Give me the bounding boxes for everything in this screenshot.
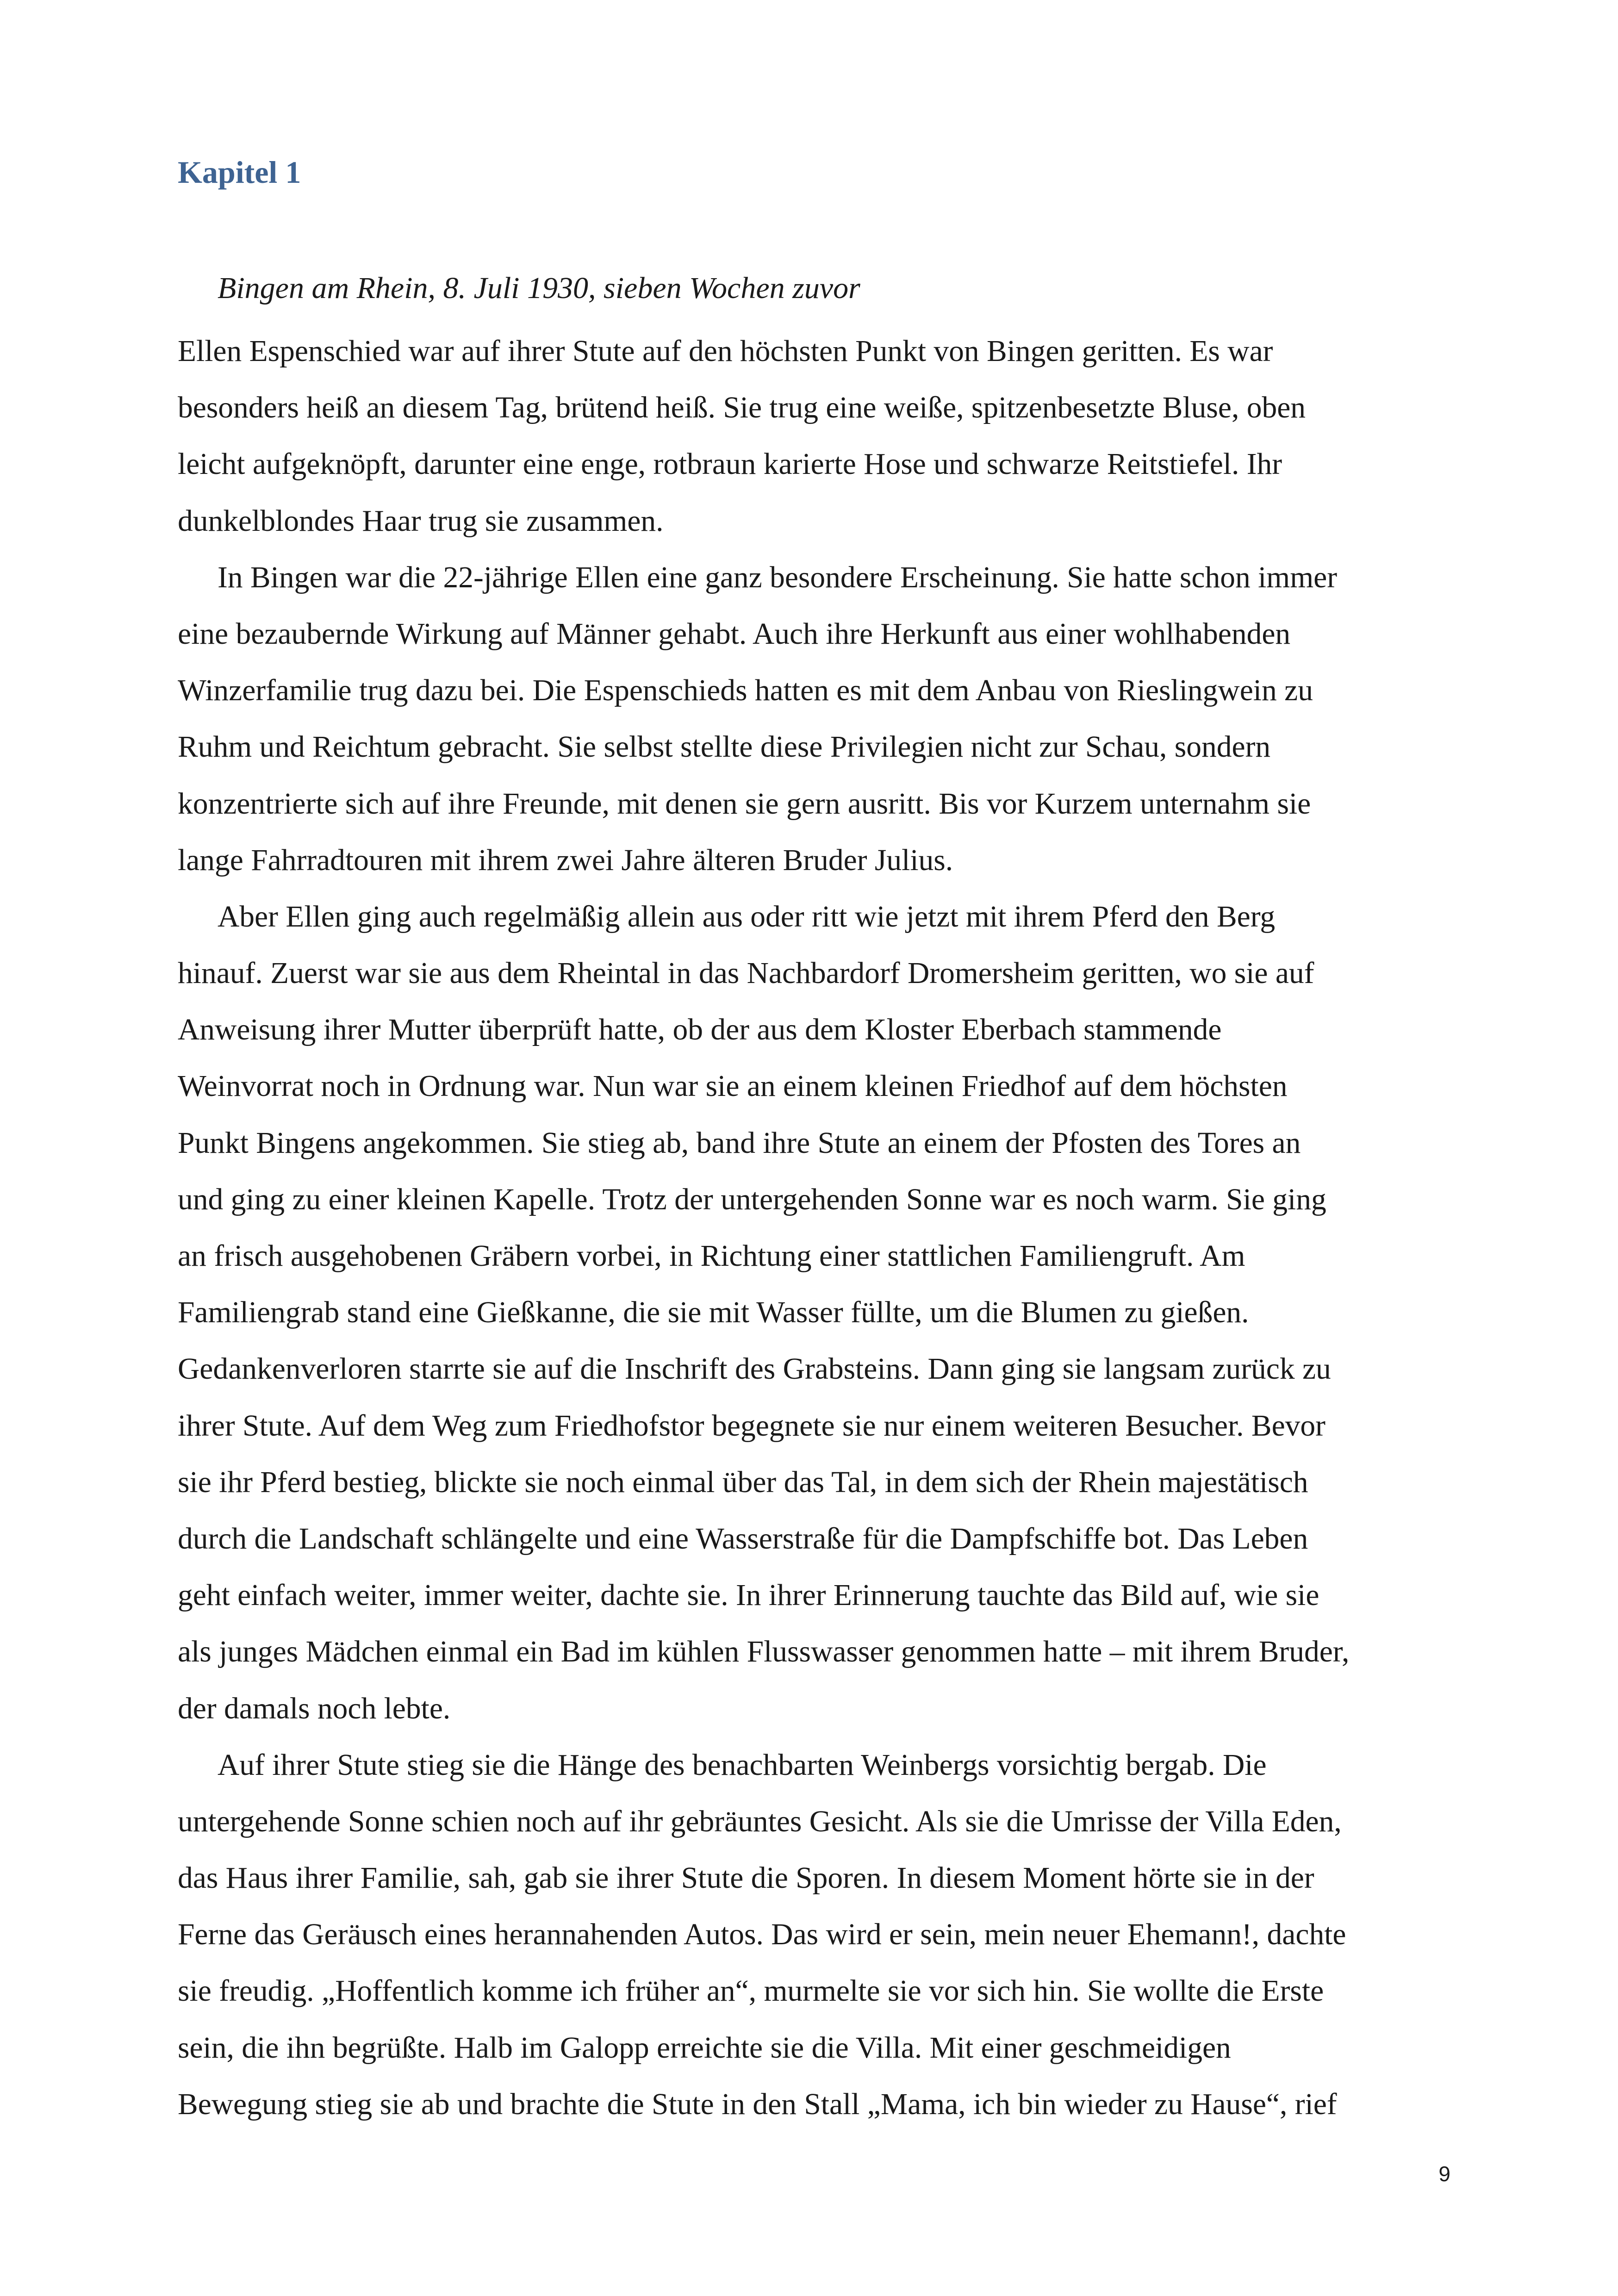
text-line: durch die Landschaft schlängelte und eine Wasserstraße für die Dampfschiffe bot. Das Leben (178, 1522, 1308, 1556)
text-line: ihrer Stute. Auf dem Weg zum Friedhofstor begegnete sie nur einem weiteren Besucher. Bevor (178, 1409, 1326, 1443)
paragraph (178, 323, 1446, 549)
text-line: an frisch ausgehobenen Gräbern vorbei, in Richtung einer stattlichen Familiengruft. Am (178, 1239, 1245, 1273)
text-line: Bewegung stieg sie ab und brachte die Stute in den Stall „Mama, ich bin wieder zu Hause“, rief (178, 2087, 1337, 2121)
text-line: als junges Mädchen einmal ein Bad im kühlen Flusswasser genommen hatte – mit ihrem Bruder, (178, 1635, 1350, 1669)
chapter-heading: Kapitel 1 (178, 155, 301, 190)
text-line: Ruhm und Reichtum gebracht. Sie selbst stellte diese Privilegien nicht zur Schau, sondern (178, 730, 1271, 764)
text-line: Ferne das Geräusch eines herannahenden Autos. Das wird er sein, mein neuer Ehemann!, dachte (178, 1918, 1346, 1952)
text-line: lange Fahrradtouren mit ihrem zwei Jahre älteren Bruder Julius. (178, 843, 953, 877)
text-line: Anweisung ihrer Mutter überprüft hatte, ob der aus dem Kloster Eberbach stammende (178, 1013, 1222, 1047)
text-line: Familiengrab stand eine Gießkanne, die sie mit Wasser füllte, um die Blumen zu gießen. (178, 1296, 1249, 1330)
text-line: konzentrierte sich auf ihre Freunde, mit denen sie gern ausritt. Bis vor Kurzem unternahm sie (178, 787, 1311, 821)
text-line: Winzerfamilie trug dazu bei. Die Espenschieds hatten es mit dem Anbau von Rieslingwein zu (178, 674, 1313, 708)
body-text (178, 323, 1446, 2133)
text-line: dunkelblondes Haar trug sie zusammen. (178, 504, 664, 538)
text-line: eine bezaubernde Wirkung auf Männer gehabt. Auch ihre Herkunft aus einer wohlhabenden (178, 617, 1291, 651)
text-line: hinauf. Zuerst war sie aus dem Rheintal in das Nachbardorf Dromersheim geritten, wo sie auf (178, 957, 1314, 990)
text-line: Auf ihrer Stute stieg sie die Hänge des benachbarten Weinbergs vorsichtig bergab. Die (218, 1748, 1267, 1782)
text-line: Weinvorrat noch in Ordnung war. Nun war sie an einem kleinen Friedhof auf dem höchsten (178, 1070, 1288, 1103)
text-line: sie ihr Pferd bestieg, blickte sie noch einmal über das Tal, in dem sich der Rhein majestätisch (178, 1465, 1308, 1499)
text-line: sein, die ihn begrüßte. Halb im Galopp erreichte sie die Villa. Mit einer geschmeidigen (178, 2031, 1231, 2065)
text-line: sie freudig. „Hoffentlich komme ich früher an“, murmelte sie vor sich hin. Sie wollte die Erste (178, 1974, 1324, 2008)
paragraph (178, 1737, 1446, 2133)
page-number: 9 (1438, 2162, 1450, 2186)
text-line: Aber Ellen ging auch regelmäßig allein aus oder ritt wie jetzt mit ihrem Pferd den Berg (218, 900, 1276, 933)
text-line: geht einfach weiter, immer weiter, dachte sie. In ihrer Erinnerung tauchte das Bild auf, wie sie (178, 1579, 1319, 1612)
paragraph (178, 549, 1446, 889)
text-line: leicht aufgeknöpft, darunter eine enge, rotbraun karierte Hose und schwarze Reitstiefel. Ihr (178, 448, 1282, 481)
text-line: Punkt Bingens angekommen. Sie stieg ab, band ihre Stute an einem der Pfosten des Tores an (178, 1126, 1301, 1160)
paragraph (178, 889, 1446, 1737)
text-line: Ellen Espenschied war auf ihrer Stute auf den höchsten Punkt von Bingen geritten. Es war (178, 335, 1273, 368)
text-line: und ging zu einer kleinen Kapelle. Trotz der untergehenden Sonne war es noch warm. Sie ging (178, 1182, 1326, 1216)
text-line: untergehende Sonne schien noch auf ihr gebräuntes Gesicht. Als sie die Umrisse der Villa Eden, (178, 1804, 1342, 1838)
text-line: besonders heiß an diesem Tag, brütend heiß. Sie trug eine weiße, spitzenbesetzte Bluse, oben (178, 391, 1306, 425)
text-line: das Haus ihrer Familie, sah, gab sie ihrer Stute die Sporen. In diesem Moment hörte sie in der (178, 1861, 1314, 1895)
chapter-dateline: Bingen am Rhein, 8. Juli 1930, sieben Wochen zuvor (218, 271, 860, 305)
text-line: Gedankenverloren starrte sie auf die Inschrift des Grabsteins. Dann ging sie langsam zurück zu (178, 1352, 1331, 1386)
text-line: der damals noch lebte. (178, 1692, 451, 1725)
text-line: In Bingen war die 22-jährige Ellen eine ganz besondere Erscheinung. Sie hatte schon immer (218, 560, 1338, 594)
